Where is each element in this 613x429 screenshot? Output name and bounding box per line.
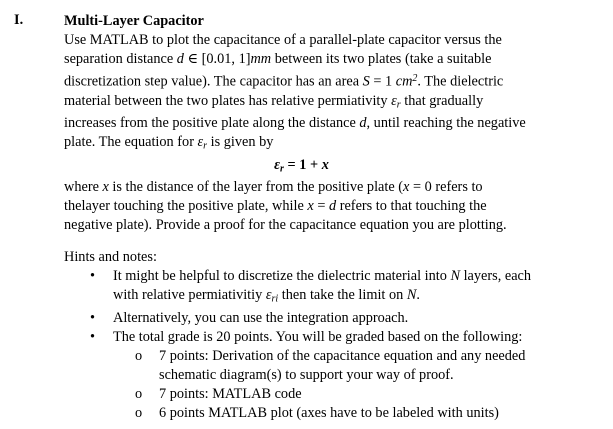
- bullet-line: The total grade is 20 points. You will be graded based on the following:: [113, 328, 523, 345]
- sub-bullet-line: schematic diagram(s) to support your way of proof.: [159, 366, 454, 383]
- bullet-item: [64, 309, 599, 328]
- sub-bullet-text: [159, 385, 599, 404]
- paragraph-line: separation distance d ∈ [0.01, 1]mm between its two plates (take a suitable: [64, 51, 492, 67]
- bullet-marker: •: [90, 328, 96, 345]
- bullet-marker: •: [90, 309, 96, 326]
- bullet-marker: •: [90, 268, 96, 284]
- sub-bullet-line: 7 points: Derivation of the capacitance equation and any needed: [159, 347, 526, 364]
- paragraph-line: negative plate). Provide a proof for the capacitance equation you are plotting.: [64, 217, 507, 233]
- hints-heading: Hints and notes:: [64, 249, 157, 265]
- bullet-item: [64, 267, 599, 309]
- paragraph-line: material between the two plates has relative permiativity εr that gradually: [64, 92, 484, 110]
- paragraph-line: thelayer touching the positive plate, while x = d refers to that touching the: [64, 198, 487, 214]
- sub-bullet-item: [64, 347, 599, 385]
- sub-bullet-marker: o: [135, 404, 143, 421]
- paragraph-line: increases from the positive plate along the distance d, until reaching the negative: [64, 115, 526, 131]
- bullet-line: It might be helpful to discretize the dielectric material into N layers, each: [113, 268, 532, 284]
- sub-bullet-text: [159, 404, 599, 423]
- section: [14, 12, 599, 423]
- sub-bullet-text: [159, 347, 599, 385]
- paragraph-line: plate. The equation for εr is given by: [64, 134, 274, 152]
- section-title: Multi-Layer Capacitor: [64, 13, 204, 29]
- bullet-text: [113, 309, 599, 328]
- bullet-text: [113, 328, 599, 347]
- sub-bullet-marker: o: [135, 385, 143, 402]
- bullet-line: with relative permiativitiy εri then take the limit on N.: [113, 287, 420, 305]
- sub-bullet-line: 7 points: MATLAB code: [159, 385, 302, 402]
- paragraph-line: Use MATLAB to plot the capacitance of a parallel-plate capacitor versus the: [64, 32, 502, 48]
- paragraph-line: where x is the distance of the layer from the positive plate (x = 0 refers to: [64, 179, 483, 195]
- equation: εr = 1 + x: [274, 156, 329, 174]
- sub-bullet-marker: o: [135, 347, 143, 364]
- section-number: I.: [14, 12, 24, 28]
- sub-bullet-item: [64, 385, 599, 404]
- section-content: [64, 12, 599, 423]
- sub-bullet-item: [64, 404, 599, 423]
- bullet-item: [64, 328, 599, 347]
- paragraph-line: discretization step value). The capacitor has an area S = 1 $cm^2$. The dielectric: [64, 73, 504, 90]
- bullet-text: [113, 267, 599, 309]
- sub-bullet-line: 6 points MATLAB plot (axes have to be labeled with units): [159, 404, 499, 421]
- bullet-line: Alternatively, you can use the integration approach.: [113, 309, 409, 326]
